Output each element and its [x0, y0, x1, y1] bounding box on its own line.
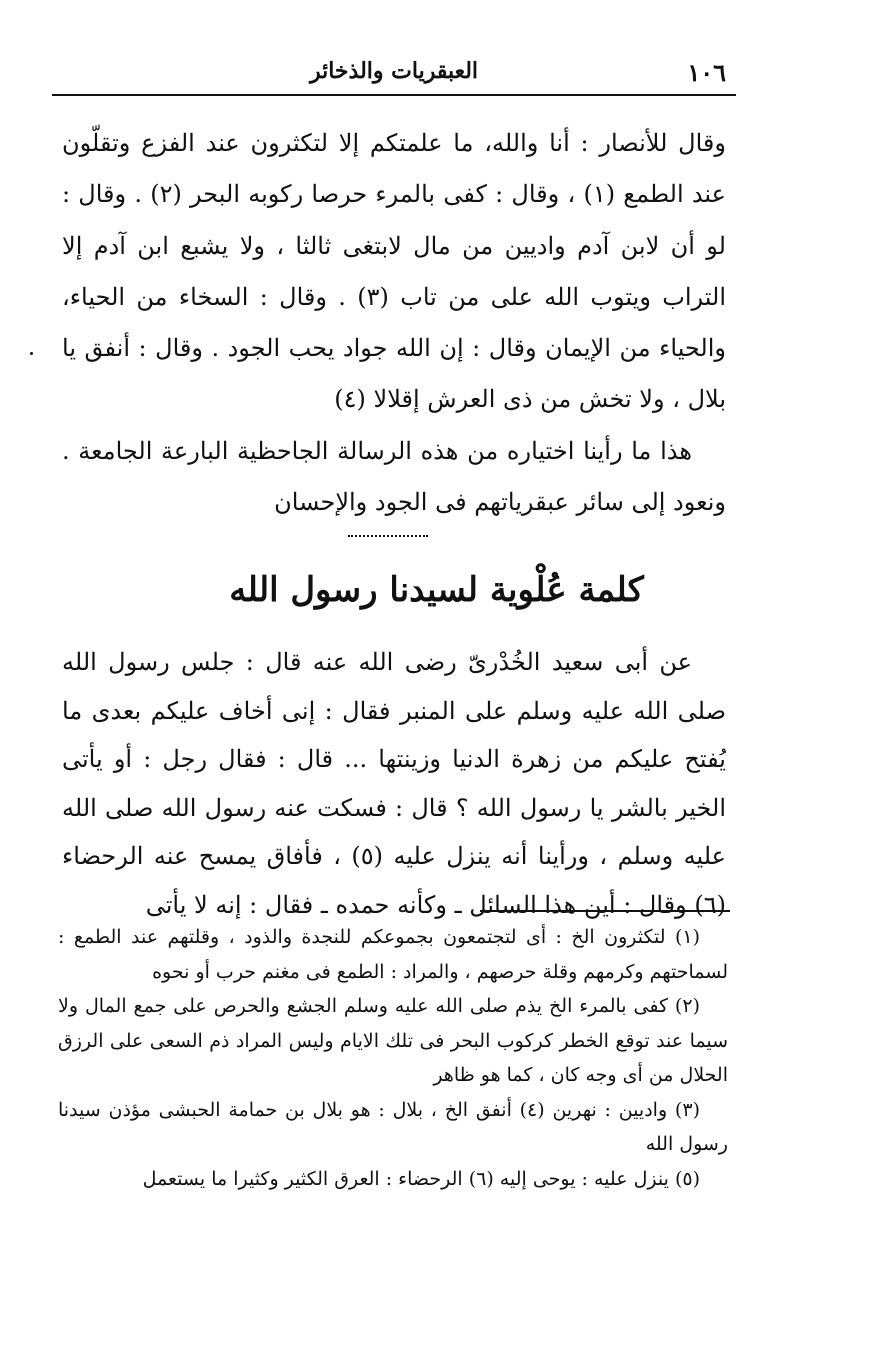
- footnote-text: كفى بالمرء الخ يذم صلى الله عليه وسلم الجشع والحرص على جمع المال ولا سيما عند توقع الخطر كركوب البحر فى تلك الايام وليس المراد ذم السعى على الرزق الحلال من أى وجه كان ، كما هو ظاهر: [58, 995, 728, 1086]
- footnote-label: (٣): [674, 1098, 700, 1121]
- page-number: ١٠٦: [687, 58, 726, 87]
- footnote-label: (٢): [674, 995, 700, 1017]
- footnote-label: (٥): [674, 1167, 700, 1190]
- section-separator: [348, 535, 428, 537]
- footnote-text: واديين : نهرين (٤) أنفق الخ ، بلال : هو بلال بن حمامة الحبشى مؤذن سيدنا رسول الله: [58, 1098, 728, 1155]
- footnote-item: [58, 1093, 728, 1162]
- paragraph-conclusion: هذا ما رأينا اختياره من هذه الرسالة الجاحظية البارعة الجامعة . ونعود إلى سائر عبقرياتهم فى الجود والإحسان: [62, 436, 726, 517]
- page-header: [52, 52, 736, 96]
- running-title: العبقريات والذخائر: [309, 58, 479, 84]
- footnotes: [58, 920, 728, 1196]
- footnote-item: [58, 1162, 728, 1197]
- footnote-item: [58, 989, 728, 1093]
- footnote-label: (١): [674, 926, 700, 948]
- paragraph-hadith: عن أبى سعيد الخُدْرىّ رضى الله عنه قال : جلس رسول الله صلى الله عليه وسلم على المنبر فقال : إنى أخاف عليكم بعدى ما يُفتح عليكم من زهرة الدنيا وزينتها ... قال : فقال رجل : أو يأتى الخير بالشر يا رسول الله ؟ قال : فسكت عنه رسول الله صلى الله عليه وسلم ، ورأينا أنه ينزل عليه (٥) ، فأفاق يمسح عنه الرحضاء (٦) وقال : أين هذا السائل ـ وكأنه حمده ـ فقال : إنه لا يأتى: [62, 648, 726, 919]
- margin-mark: [30, 352, 33, 355]
- hadith-text: [62, 638, 726, 929]
- footnote-rule: [480, 910, 730, 912]
- main-text: [62, 118, 726, 528]
- footnote-text: ينزل عليه : يوحى إليه (٦) الرحضاء : العرق الكثير وكثيرا ما يستعمل: [142, 1167, 669, 1190]
- paragraph-sayings: وقال للأنصار : أنا والله، ما علمتكم إلا لتكثرون عند الفزع وتقلّون عند الطمع (١) ، وقال : كفى بالمرء حرصا ركوبه البحر (٢) . وقال : لو أن لابن آدم واديين من مال لابتغى ثالثا ، ولا يشبع ابن آدم إلا التراب ويتوب الله على من تاب (٣) . وقال : السخاء من الحياء، والحياء من الإيمان وقال : إن الله جواد يحب الجود . وقال : أنفق يا بلال ، ولا تخش من ذى العرش إقلالا (٤): [62, 129, 727, 414]
- section-heading: كلمة عُلْوية لسيدنا رسول الله: [229, 570, 644, 610]
- footnote-text: لتكثرون الخ : أى لتجتمعون بجموعكم للنجدة والذود ، وقلتهم عند الطمع : لسماحتهم وكرمهم وقلة حرصهم ، والمراد : الطمع فى مغنم حرب أو نحوه: [58, 926, 728, 983]
- footnote-item: [58, 920, 728, 989]
